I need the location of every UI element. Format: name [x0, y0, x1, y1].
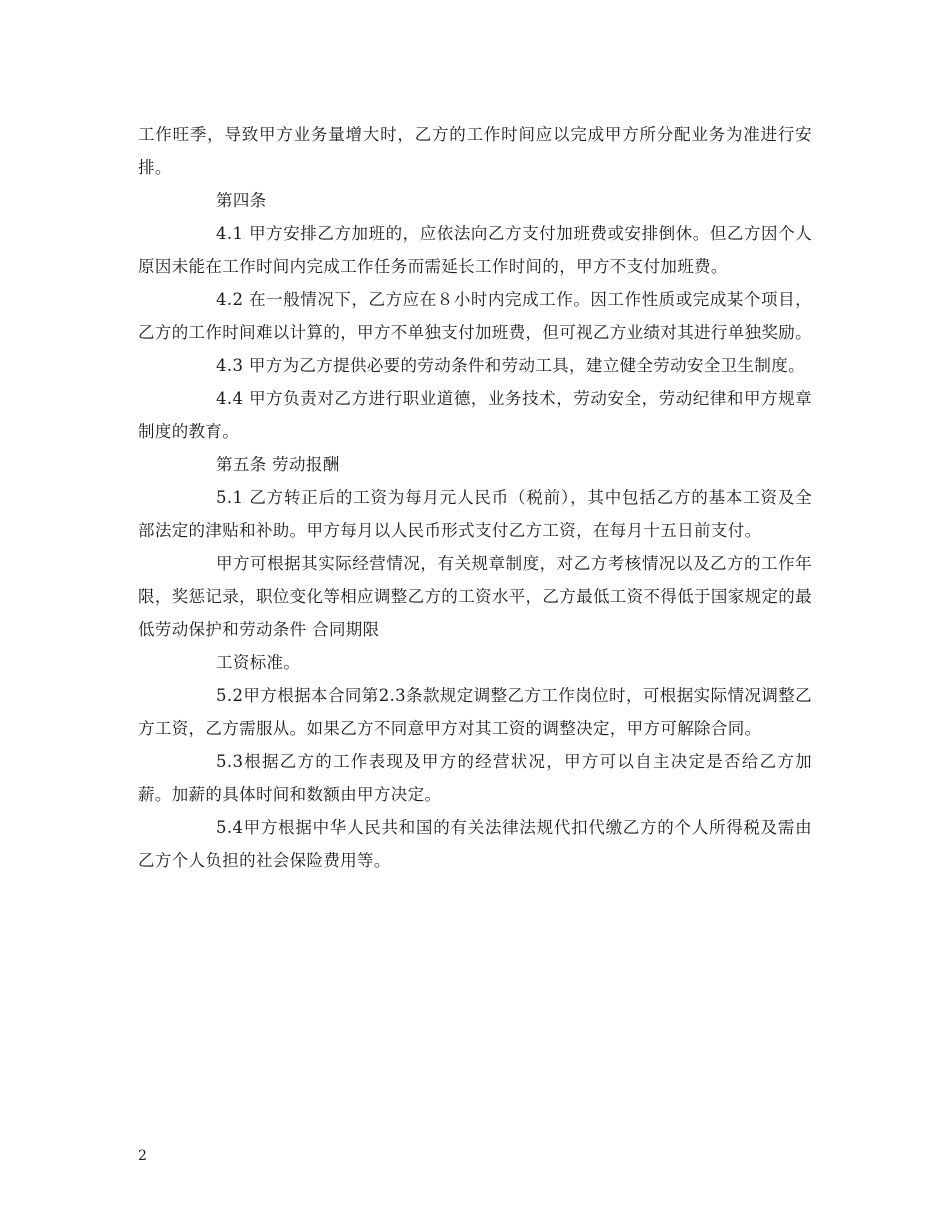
clause-5-1-wage-standard: 工资标准。 — [216, 653, 301, 672]
clause-4-1: 4.1 甲方安排乙方加班的，应依法向乙方支付加班费或安排倒休。但乙方因个人原因未能在工作时间内完成工作任务而需延长工作时间的，甲方不支付加班费。 — [138, 224, 812, 276]
clause-5-1-adjustment: 甲方可根据其实际经营情况，有关规章制度，对乙方考核情况以及乙方的工作年限，奖惩记录，职位变化等相应调整乙方的工资水平，乙方最低工资不得低于国家规定的最低劳动保护和劳动条件 合同期限 — [138, 554, 812, 639]
clause-5-2: 5.2甲方根据本合同第2.3条款规定调整乙方工作岗位时，可根据实际情况调整乙方工资，乙方需服从。如果乙方不同意甲方对其工资的调整决定，甲方可解除合同。 — [138, 686, 812, 738]
article-4-heading: 第四条 — [216, 191, 267, 210]
paragraph-continuation: 工作旺季，导致甲方业务量增大时，乙方的工作时间应以完成甲方所分配业务为准进行安排。 — [138, 125, 812, 177]
clause-5-3: 5.3根据乙方的工作表现及甲方的经营状况，甲方可以自主决定是否给乙方加薪。加薪的具体时间和数额由甲方决定。 — [138, 752, 812, 804]
clause-5-4: 5.4甲方根据中华人民共和国的有关法律法规代扣代缴乙方的个人所得税及需由乙方个人负担的社会保险费用等。 — [138, 818, 812, 870]
page-number: 2 — [138, 1148, 147, 1164]
clause-4-2: 4.2 在一般情况下，乙方应在８小时内完成工作。因工作性质或完成某个项目，乙方的工作时间难以计算的，甲方不单独支付加班费，但可视乙方业绩对其进行单独奖励。 — [138, 290, 812, 342]
clause-5-1: 5.1 乙方转正后的工资为每月元人民币（税前），其中包括乙方的基本工资及全部法定的津贴和补助。甲方每月以人民币形式支付乙方工资，在每月十五日前支付。 — [138, 488, 812, 540]
document-body — [138, 118, 812, 877]
clause-4-4: 4.4 甲方负责对乙方进行职业道德，业务技术，劳动安全，劳动纪律和甲方规章制度的教育。 — [138, 389, 812, 441]
clause-4-3: 4.3 甲方为乙方提供必要的劳动条件和劳动工具，建立健全劳动安全卫生制度。 — [216, 356, 805, 375]
article-5-heading: 第五条 劳动报酬 — [216, 455, 340, 474]
